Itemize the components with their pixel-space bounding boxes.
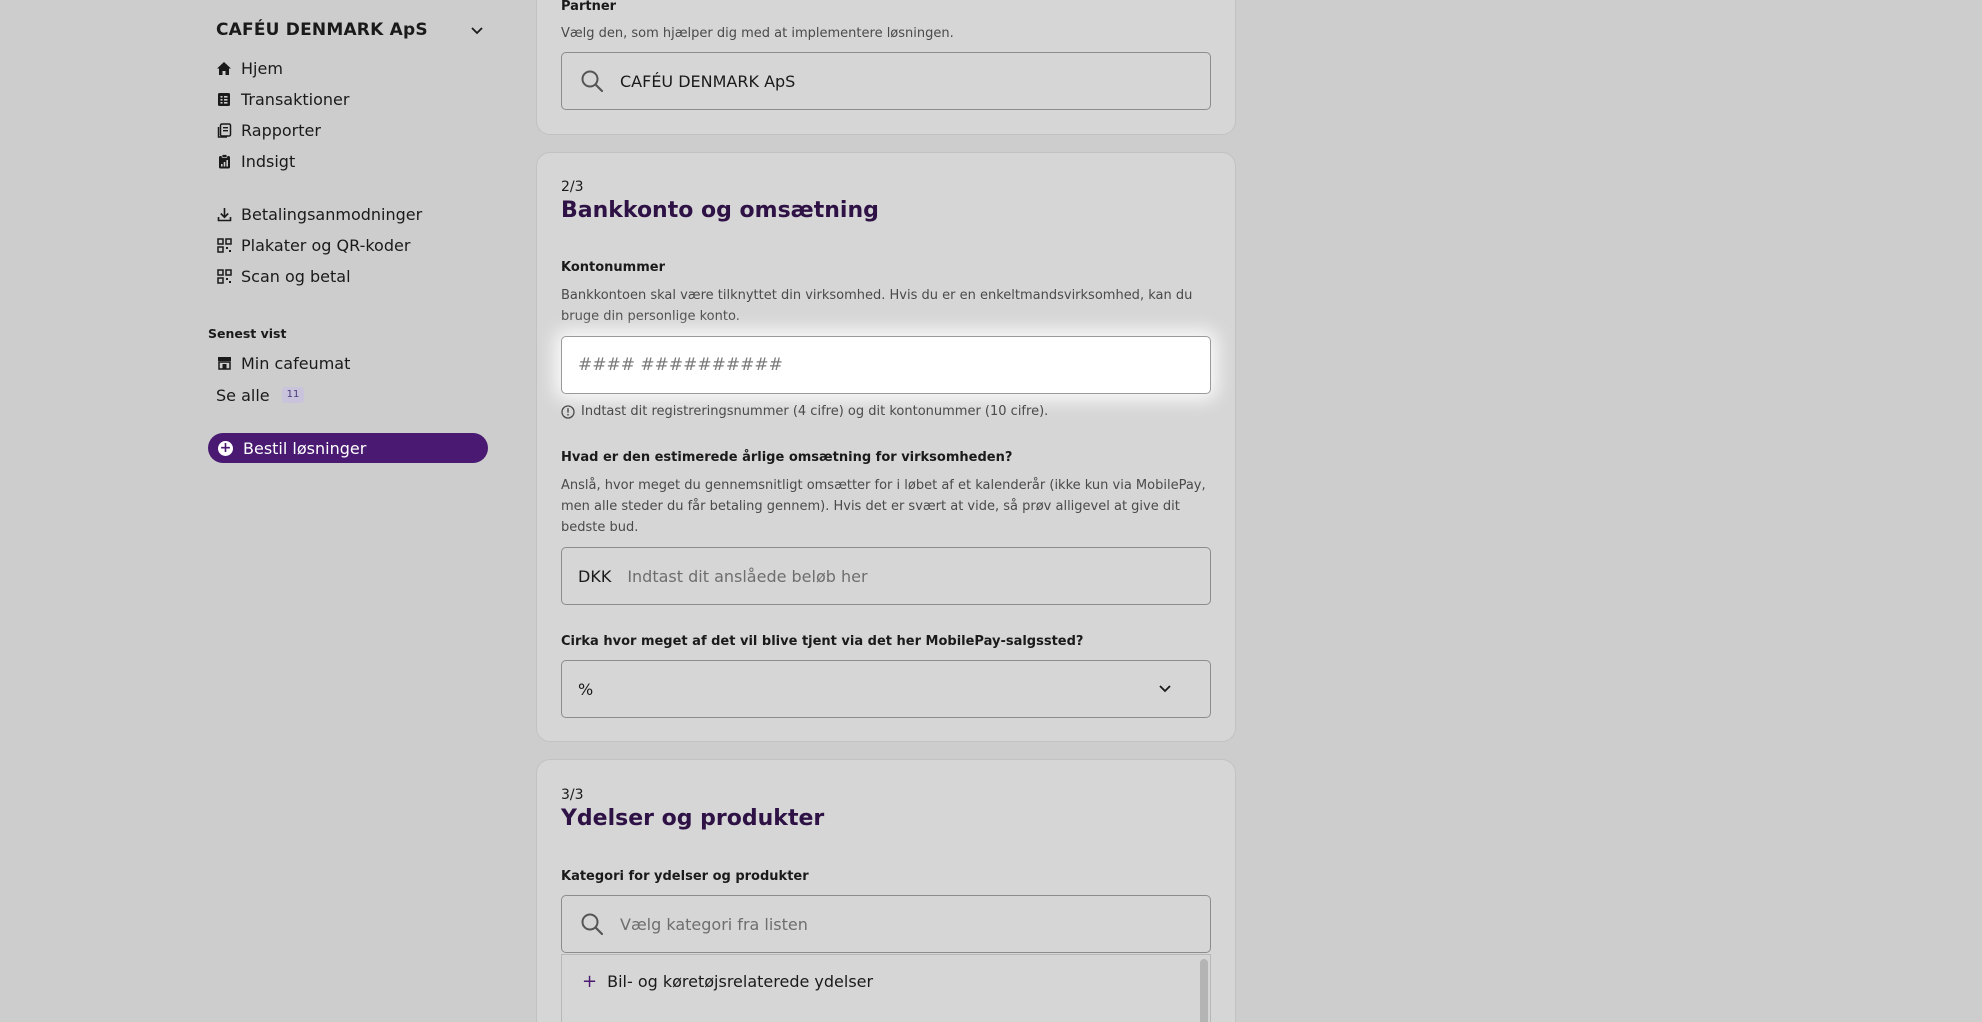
partner-value: CAFÉU DENMARK ApS (620, 71, 796, 91)
recent-item[interactable] (216, 350, 350, 376)
account-number-info (561, 404, 1048, 419)
sidebar-item-betalingsanmodninger[interactable] (216, 201, 422, 227)
account-number-label: Kontonummer (561, 260, 666, 275)
sidebar-item-label: Rapporter (241, 120, 321, 140)
currency-prefix: DKK (578, 566, 612, 586)
see-all-count-badge: 11 (282, 387, 305, 403)
sidebar-item-label: Betalingsanmodninger (241, 204, 423, 224)
transactions-icon (216, 91, 232, 107)
revenue-field[interactable] (561, 547, 1211, 605)
store-icon (216, 355, 232, 371)
chevron-down-icon (470, 23, 484, 37)
recent-item-label: Min cafeumat (241, 353, 351, 373)
sidebar-item-label: Scan og betal (241, 266, 351, 286)
category-option-label: Bil- og køretøjsrelaterede ydelser (607, 972, 874, 991)
bank-section-title: Bankkonto og omsætning (561, 198, 879, 223)
see-all-link[interactable] (216, 382, 304, 408)
partner-search-field[interactable] (561, 52, 1211, 110)
products-section-title: Ydelser og produkter (561, 806, 825, 831)
home-icon (216, 60, 232, 76)
qr-icon (216, 268, 232, 284)
share-select[interactable] (561, 660, 1211, 718)
account-number-help: Bankkontoen skal være tilknyttet din virksomhed. Hvis du er en enkeltmandsvirksomhed, kan du bruge din personlige konto. (561, 288, 1193, 324)
organization-name: CAFÉU DENMARK ApS (216, 20, 428, 40)
category-label: Kategori for ydelser og produkter (561, 869, 809, 884)
partner-help-text: Vælg den, som hjælper dig med at implementere løsningen. (561, 26, 954, 41)
bank-step-indicator: 2/3 (561, 179, 584, 195)
dropdown-scrollbar[interactable] (1200, 959, 1208, 1022)
category-search-field[interactable] (561, 895, 1211, 953)
sidebar-item-scan-og-betal[interactable] (216, 263, 351, 289)
sidebar-item-indsigt[interactable] (216, 148, 295, 174)
category-search-placeholder: Vælg kategori fra listen (620, 914, 808, 934)
sidebar-item-label: Plakater og QR-koder (241, 235, 411, 255)
share-label: Cirka hvor meget af det vil blive tjent via det her MobilePay-salgssted? (561, 634, 1084, 649)
partner-card (536, 0, 1236, 135)
sidebar-item-plakater[interactable] (216, 232, 410, 258)
order-solutions-button[interactable] (208, 433, 488, 463)
share-select-value: % (578, 679, 594, 699)
sidebar-item-label: Transaktioner (241, 89, 350, 109)
revenue-input-placeholder: Indtast dit anslåede beløb her (627, 566, 868, 586)
info-icon (561, 405, 575, 419)
search-icon (580, 912, 604, 936)
sidebar-item-hjem[interactable] (216, 55, 283, 81)
sidebar-item-label: Hjem (241, 58, 283, 78)
see-all-label: Se alle (216, 385, 270, 405)
sidebar-item-rapporter[interactable] (216, 117, 321, 143)
bank-card (536, 152, 1236, 742)
category-dropdown (561, 954, 1211, 1022)
products-card (536, 759, 1236, 1022)
sidebar-item-label: Indsigt (241, 151, 296, 171)
order-solutions-label: Bestil løsninger (243, 438, 367, 458)
partner-label: Partner (561, 0, 617, 14)
revenue-help: Anslå, hvor meget du gennemsnitligt omsætter for i løbet af et kalenderår (ikke kun via MobilePay, men alle steder du får betaling gennem). Hvis det er svært at vide, så prøv alligevel at give dit bedste bud. (561, 478, 1206, 535)
sidebar-item-transaktioner[interactable] (216, 86, 349, 112)
products-step-indicator: 3/3 (561, 787, 584, 803)
account-number-info-text: Indtast dit registreringsnummer (4 cifre) og dit kontonummer (10 cifre). (581, 404, 1049, 419)
insight-icon (216, 153, 232, 169)
account-number-input[interactable] (562, 355, 1210, 375)
reports-icon (216, 122, 232, 138)
plus-circle-icon: + (219, 440, 232, 456)
category-option[interactable] (582, 971, 873, 992)
download-icon (216, 206, 232, 222)
revenue-label: Hvad er den estimerede årlige omsætning for virksomheden? (561, 450, 1013, 465)
search-icon (580, 69, 604, 93)
qr-icon (216, 237, 232, 253)
recent-section-label: Senest vist (208, 326, 287, 341)
organization-switcher[interactable] (216, 18, 484, 42)
account-number-field[interactable] (561, 336, 1211, 394)
plus-icon: + (582, 971, 598, 992)
chevron-down-icon (1158, 681, 1172, 695)
